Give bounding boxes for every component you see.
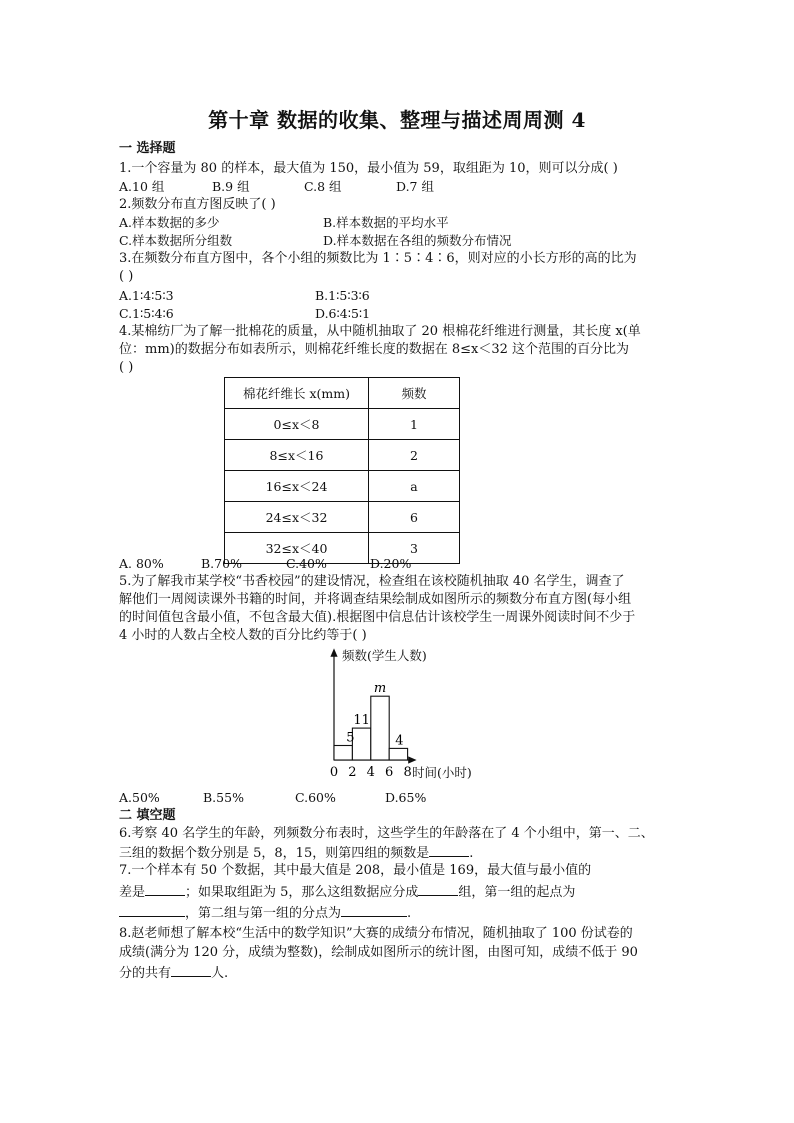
question-8-text-b: 人. xyxy=(211,966,229,981)
x-tick-label: 4 xyxy=(366,765,375,780)
table-row xyxy=(225,409,460,440)
histogram-bar-label: 11 xyxy=(353,713,370,729)
table-cell-frequency: 2 xyxy=(369,440,460,471)
answer-blank[interactable] xyxy=(119,903,185,917)
q3-option-d: D.6∶4∶5∶1 xyxy=(315,306,371,321)
table-cell-range: 24≤x＜32 xyxy=(225,502,369,533)
question-8-text-a: 分的共有 xyxy=(119,966,172,981)
question-7-text-a: 差是 xyxy=(119,885,146,900)
histogram-bar xyxy=(352,728,370,760)
table-header-row xyxy=(225,378,460,409)
table-cell-range: 16≤x＜24 xyxy=(225,471,369,502)
question-4-stem-line-1: 4.某棉纺厂为了解一批棉花的质量，从中随机抽取了 20 根棉花纤维进行测量，其长度 x(单 xyxy=(119,324,641,339)
answer-blank[interactable] xyxy=(418,882,458,896)
table-row xyxy=(225,471,460,502)
table-cell-range: 8≤x＜16 xyxy=(225,440,369,471)
section-heading-fill: 二 填空题 xyxy=(119,808,176,823)
q1-option-c: C.8 组 xyxy=(304,179,342,194)
histogram-chart xyxy=(315,646,485,786)
q5-option-c: C.60% xyxy=(295,790,336,805)
q2-option-d: D.样本数据在各组的频数分布情况 xyxy=(323,233,512,248)
table-row xyxy=(225,440,460,471)
table-row xyxy=(225,533,460,564)
question-5-stem-line-2: 解他们一周阅读课外书籍的时间，并将调查结果绘制成如图所示的频数分布直方图(每小组 xyxy=(119,592,632,607)
answer-blank[interactable] xyxy=(145,882,185,896)
question-7-line-2 xyxy=(119,882,575,902)
q4-option-b: B.70% xyxy=(201,556,242,571)
x-axis-label: 时间(小时) xyxy=(412,765,472,780)
question-5-stem-line-1: 5.为了解我市某学校“书香校园”的建设情况，检查组在该校随机抽取 40 名学生，调查了 xyxy=(119,574,625,589)
question-6-line-1: 6.考察 40 名学生的年龄，列频数分布表时，这些学生的年龄落在了 4 个小组中，第一、二、 xyxy=(119,826,654,841)
y-axis-label: 频数(学生人数) xyxy=(342,648,427,663)
table-cell-range: 32≤x＜40 xyxy=(225,533,369,564)
q1-option-b: B.9 组 xyxy=(212,179,250,194)
question-7-text-d: ，第二组与第一组的分点为 xyxy=(185,906,342,921)
x-tick-label: 8 xyxy=(403,765,412,780)
table-cell-frequency: a xyxy=(369,471,460,502)
q5-option-a: A.50% xyxy=(119,790,160,805)
q4-option-c: C.40% xyxy=(286,556,327,571)
question-6-text: 三组的数据个数分别是 5，8，15，则第四组的频数是 xyxy=(119,846,430,861)
page-title: 第十章 数据的收集、整理与描述周周测 4 xyxy=(208,108,586,132)
table-cell-frequency: 1 xyxy=(369,409,460,440)
question-7-line-3 xyxy=(119,903,411,923)
q3-option-b: B.1∶5∶3∶6 xyxy=(315,288,370,303)
answer-blank[interactable] xyxy=(341,903,407,917)
x-tick-label: 2 xyxy=(348,765,357,780)
question-5-stem-line-4: 4 小时的人数占全校人数的百分比约等于( ) xyxy=(119,628,367,643)
x-tick-label: 6 xyxy=(385,765,394,780)
table-header-length: 棉花纤维长 x(mm) xyxy=(225,378,369,409)
histogram-bar xyxy=(371,696,389,760)
question-7-text-c: 组，第一组的起点为 xyxy=(458,885,576,900)
question-8-line-1: 8.赵老师想了解本校“生活中的数学知识”大赛的成绩分布情况，随机抽取了 100 份试卷的 xyxy=(119,926,633,941)
question-4-stem-line-2: 位：mm)的数据分布如表所示，则棉花纤维长度的数据在 8≤x＜32 这个范围的百分比为 xyxy=(119,342,630,357)
question-8-line-2: 成绩(满分为 120 分，成绩为整数)，绘制成如图所示的统计图，由图可知，成绩不低于 90 xyxy=(119,945,638,960)
q4-option-a: A. 80% xyxy=(119,556,164,571)
table-cell-frequency: 3 xyxy=(369,533,460,564)
histogram-bar-label: m xyxy=(373,681,387,697)
question-4-stem-line-3: ( ) xyxy=(119,360,134,375)
q1-option-a: A.10 组 xyxy=(119,179,165,194)
q2-option-c: C.样本数据所分组数 xyxy=(119,233,233,248)
answer-blank[interactable] xyxy=(429,843,469,857)
frequency-table xyxy=(224,377,460,564)
question-7-line-1: 7.一个样本有 50 个数据，其中最大值是 208，最小值是 169，最大值与最小值的 xyxy=(119,863,592,878)
question-8-line-3 xyxy=(119,963,228,983)
question-6-end: . xyxy=(469,846,474,861)
histogram-bar xyxy=(334,746,352,761)
q5-option-b: B.55% xyxy=(203,790,244,805)
question-6-line-2 xyxy=(119,843,473,863)
table-header-frequency: 频数 xyxy=(369,378,460,409)
table-row xyxy=(225,502,460,533)
q5-option-d: D.65% xyxy=(385,790,427,805)
question-3-stem-line-1: 3.在频数分布直方图中，各个小组的频数比为 1∶5∶4∶6，则对应的小长方形的高的比为 xyxy=(119,251,637,266)
histogram-bar xyxy=(389,748,407,760)
answer-blank[interactable] xyxy=(171,963,211,977)
question-1-stem: 1.一个容量为 80 的样本，最大值为 150，最小值为 59，取组距为 10，则可以分成( ) xyxy=(119,161,618,176)
question-2-stem: 2.频数分布直方图反映了( ) xyxy=(119,197,276,212)
question-3-stem-line-2: ( ) xyxy=(119,269,134,284)
histogram-bar-label: 5 xyxy=(346,730,355,746)
histogram-bar-label: 4 xyxy=(395,733,404,749)
q2-option-a: A.样本数据的多少 xyxy=(119,215,220,230)
question-5-stem-line-3: 的时间值包含最小值，不包含最大值).根据图中信息估计该校学生一周课外阅读时间不少于 xyxy=(119,610,636,625)
question-7-text-b: ；如果取组距为 5，那么这组数据应分成 xyxy=(185,885,419,900)
table-cell-frequency: 6 xyxy=(369,502,460,533)
x-tick-label: 0 xyxy=(329,765,339,780)
section-heading-choice: 一 选择题 xyxy=(119,141,176,156)
question-7-end: . xyxy=(407,906,412,921)
q4-option-d: D.20% xyxy=(370,556,412,571)
table-cell-range: 0≤x＜8 xyxy=(225,409,369,440)
q3-option-a: A.1∶4∶5∶3 xyxy=(119,288,174,303)
q1-option-d: D.7 组 xyxy=(396,179,434,194)
q3-option-c: C.1∶5∶4∶6 xyxy=(119,306,174,321)
q2-option-b: B.样本数据的平均水平 xyxy=(323,215,449,230)
